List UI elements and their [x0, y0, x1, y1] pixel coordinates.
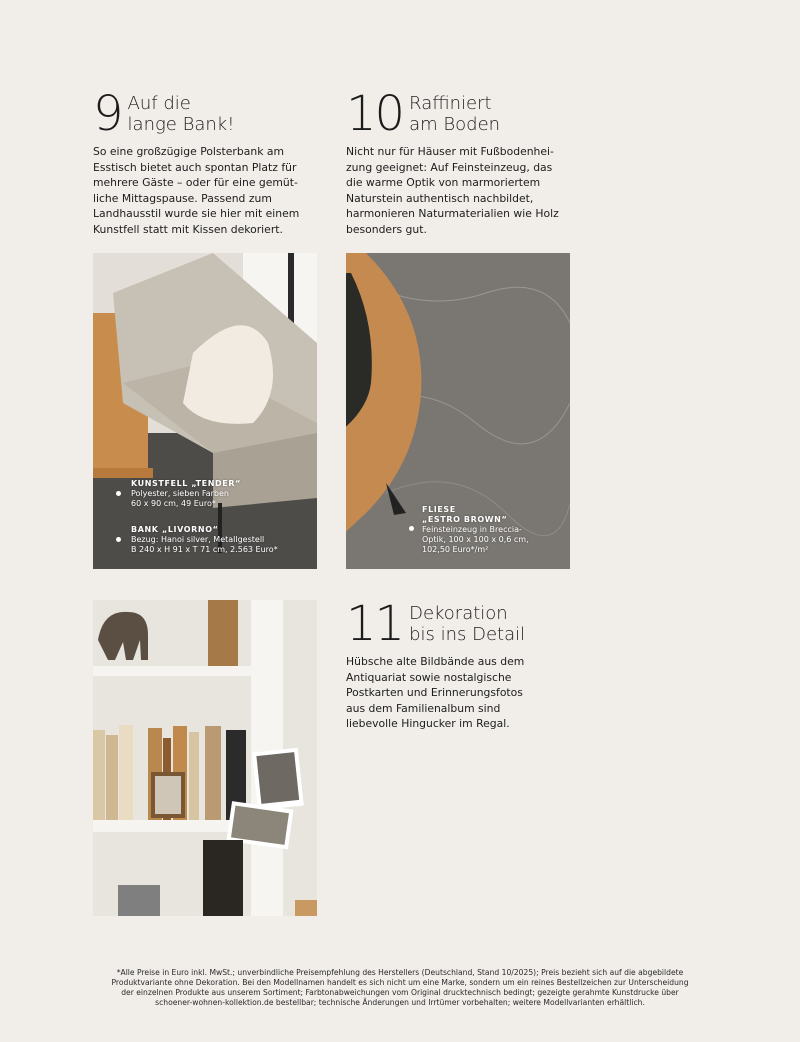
- section-11-heading: [346, 596, 526, 652]
- section-number: 9: [93, 86, 122, 142]
- section-number: 10: [346, 86, 404, 142]
- caption-kunstfell: KUNSTFELL „TENDER“ Polyester, sieben Farben 60 x 90 cm, 49 Euro*: [131, 479, 241, 508]
- bullet-icon: [409, 526, 414, 531]
- section-10-heading: [346, 86, 559, 142]
- section-title: Dekoration bis ins Detail: [409, 603, 526, 645]
- section-9-heading: [93, 86, 299, 142]
- section-title: Auf die lange Bank!: [127, 93, 235, 135]
- bullet-icon: [116, 491, 121, 496]
- sofa-illustration: [93, 253, 317, 569]
- section-title: Raffiniert am Boden: [409, 93, 501, 135]
- caption-fliese: FLIESE „ESTRO BROWN“ Feinsteinzeug in Breccia- Optik, 100 x 100 x 0,6 cm, 102,50 Euro*/m²: [422, 505, 529, 554]
- shelf-illustration: [93, 600, 317, 916]
- footnote: *Alle Preise in Euro inkl. MwSt.; unverbindliche Preisempfehlung des Herstellers (Deutschland, Stand 10/2025); Preis bezieht sich auf die abgebildete Produktvariante ohne Dekoration. Bei den Modellnamen handelt es sich nicht um eine Marke, sondern um ein reines Bestellzeichen zur Unterscheidung der einzelnen Produkte aus unserem Sortiment; Farbtonabweichungen vom Original drucktechnisch bedingt; gezeigte gerahmte Kunstdrucke über schoener-wohnen-kollektion.de bestellbar; technische Änderungen und Irrtümer vorbehalten; weitere Modellvarianten erhältlich.: [111, 968, 689, 1007]
- section-body: Hübsche alte Bildbände aus dem Antiquariat sowie nostalgische Postkarten und Erinnerungsfotos aus dem Familienalbum sind liebevolle Hingucker im Regal.: [346, 655, 525, 731]
- sofa-photo: [93, 253, 317, 569]
- section-10: [346, 86, 559, 238]
- section-9: [93, 86, 300, 238]
- section-number: 11: [346, 596, 404, 652]
- caption-bank: BANK „LIVORNO“ Bezug: Hanoi silver, Metallgestell B 240 x H 91 x T 71 cm, 2.563 Euro*: [131, 525, 278, 554]
- section-body: So eine großzügige Polsterbank am Esstisch bietet auch spontan Platz für mehrere Gäste – oder für eine gemüt- liche Mittagspause. Passend zum Landhausstil wurde sie hier mit einem Kunstfell statt mit Kissen dekoriert.: [93, 145, 300, 236]
- shelf-photo: [93, 600, 317, 916]
- bullet-icon: [116, 537, 121, 542]
- section-body: Nicht nur für Häuser mit Fußbodenhei- zung geeignet: Auf Feinsteinzeug, das die warme Optik von marmoriertem Naturstein authentisch nachbildet, harmonieren Naturmaterialien wie Holz besonders gut.: [346, 145, 559, 236]
- section-11: [346, 596, 526, 732]
- floor-photo: [346, 253, 570, 569]
